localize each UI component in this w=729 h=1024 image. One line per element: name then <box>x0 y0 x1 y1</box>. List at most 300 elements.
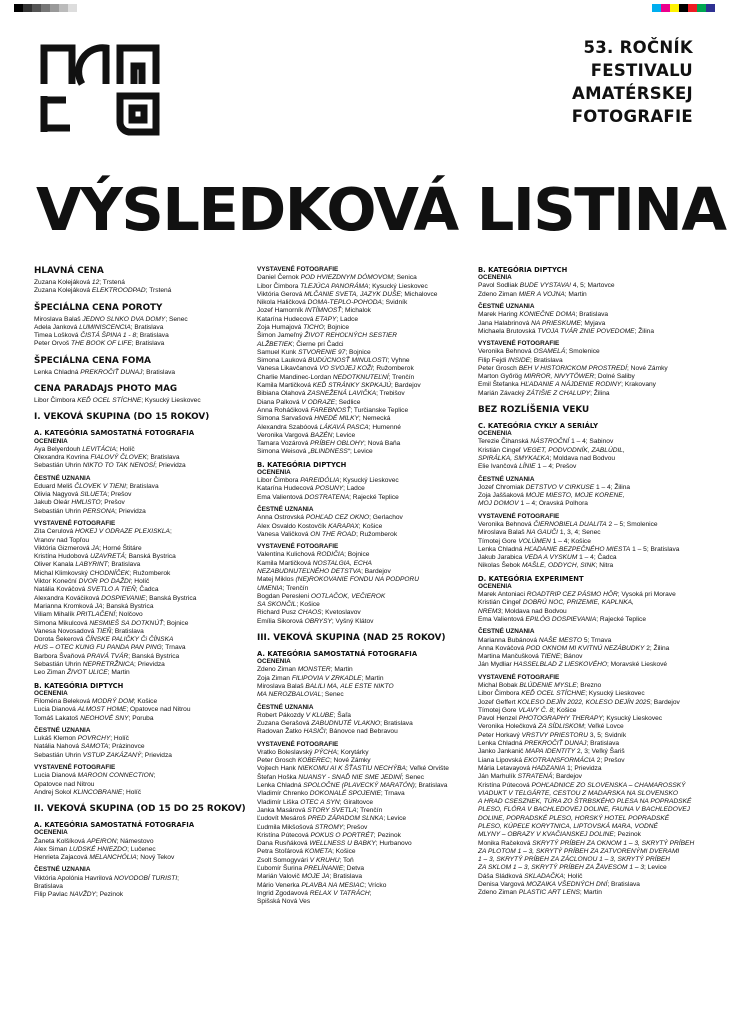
entry-work-title: KEĎ OCEL STÍCHNE <box>77 397 142 405</box>
result-entry <box>257 890 472 898</box>
entry-author: Richard Pusz <box>257 609 299 617</box>
entry-author: Olexandra Kovrina <box>34 454 91 462</box>
entry-place: ; Veľké Lovce <box>584 723 624 731</box>
entry-work-title: MOJE JA <box>301 873 330 881</box>
entry-work-title: UZAVRETÁ <box>90 553 125 561</box>
spacer <box>34 349 249 356</box>
entry-place: ; Ružomberok <box>356 530 398 538</box>
section-heading: ŠPECIÁLNA CENA POROTY <box>34 302 163 313</box>
result-entry <box>478 848 693 856</box>
entry-work-title: JEDNO SLNKO DVA DOMY <box>82 315 166 323</box>
entry-place: ; Bojnice <box>345 348 371 356</box>
entry-place: ; Námestovo <box>116 837 154 845</box>
entry-place: ; Rajecké Teplice <box>349 493 399 501</box>
entry-author: Alex Osvaldo Kostovčík <box>257 522 329 530</box>
entry-place: 5; Trnava <box>581 636 612 644</box>
entry-place: ; Giraltovce <box>339 798 374 806</box>
result-entry <box>34 772 249 780</box>
result-entry <box>34 491 249 499</box>
entry-author: Lenka Chladná <box>478 545 525 553</box>
entry-author: Marianna Kromková <box>34 602 95 610</box>
entry-author: Jozef Geffert <box>478 698 518 706</box>
entry-author: Zuzana Gerašová <box>257 720 312 728</box>
entry-work-title: KARAPAX <box>328 522 359 530</box>
entry-place: ; Nové Zámky <box>329 757 371 765</box>
entry-work-title: NEPRETRŽNICA <box>82 661 135 669</box>
entry-place: ; Horné Štitáre <box>99 544 142 552</box>
result-entry <box>478 732 693 740</box>
entry-place: ; Prešov <box>100 499 125 507</box>
award-subheading: OCENENIA <box>478 582 512 590</box>
entry-place: ; Prešov <box>107 491 132 499</box>
result-entry <box>257 316 472 324</box>
result-entry <box>478 599 693 607</box>
entry-place: 4, 5; Martovce <box>570 282 615 290</box>
spacer <box>34 296 249 303</box>
entry-work-title: ŽIVOT REHOĽNÝCH SESTIER <box>304 332 398 340</box>
entry-work-title: MOJ DOMOV <box>478 500 519 508</box>
entry-work-title: ZA SÍDLISKOM <box>538 723 585 731</box>
entry-place: 1; Prievidza <box>565 764 602 772</box>
entry-work-title: POHĽADNICE ZO SLOVENSKA – CHAMAROSSKÝ <box>531 781 686 789</box>
entry-place: 2; Prešov <box>594 756 625 764</box>
entry-work-title: VLAVY Č. 8 <box>518 706 554 714</box>
entry-author: Henrieta Zajacová <box>34 854 90 862</box>
entry-author: Ján Mydliar <box>478 661 514 669</box>
category-heading: C. KATEGÓRIA CYKLY A SERIÁLY <box>478 422 599 431</box>
result-entry <box>34 279 249 287</box>
entry-work-title: POSUNY <box>315 485 344 493</box>
entry-author: Ľudovít Mesároš <box>257 815 308 823</box>
entry-author: Zuzana Kolejáková <box>34 279 92 286</box>
entry-work-title: OSAMELÁ <box>533 348 566 356</box>
entry-author: Lenka Chladná <box>478 740 525 748</box>
entry-work-title: „BLINDNESS“ <box>308 448 350 456</box>
entry-work-title: DOSPIEVANIE <box>101 594 146 602</box>
result-entry <box>257 865 472 873</box>
entry-author: Adela Janková <box>34 323 80 331</box>
entry-author: Kristína Pútecová <box>478 781 532 789</box>
entry-work-title: LABYRINT <box>75 561 108 569</box>
result-entry <box>478 357 693 365</box>
entry-work-title: HNEDÉ MILKY <box>314 415 359 423</box>
entry-author: Sebastián Uhrin <box>34 462 83 470</box>
entry-author: Michaela Brutovská <box>478 327 538 335</box>
entry-author: Vanesa Novosadová <box>34 627 97 635</box>
entry-author: Tímotej Gore <box>478 537 519 545</box>
entry-place: ; Vysoká pri Morave <box>617 591 676 599</box>
entry-work-title: PHOTOGRAPHY THERAPY <box>518 715 603 723</box>
award-subheading: VYSTAVENÉ FOTOGRAFIE <box>257 543 339 551</box>
festival-line-2: FESTIVALU <box>590 61 693 80</box>
award-subheading: ČESTNÉ UZNANIA <box>34 474 91 482</box>
spacer <box>257 626 472 633</box>
entry-author: Monika Račeková <box>478 839 533 847</box>
entry-work-title: LÁKAVÁ PASCA <box>319 423 369 431</box>
result-entry <box>34 369 249 377</box>
entry-place: ; Prievidza <box>154 462 186 470</box>
entry-work-title: STORY SVETLA <box>307 806 357 814</box>
entry-author: Vojtech Hank <box>257 765 298 773</box>
entry-place: ; Košice <box>296 601 320 609</box>
entry-author: Dáša Sládková <box>478 872 525 880</box>
entry-author: Jozef Hamorník <box>257 307 306 315</box>
entry-work-title: VSTUP ZAKÁZANÝ <box>82 751 142 759</box>
entry-continuation: Vranov nad Topľou <box>34 536 90 544</box>
entry-author: Lukáš Klemon <box>34 735 78 743</box>
festival-line-1: 53. ROČNÍK <box>583 38 693 57</box>
result-entry <box>257 531 472 539</box>
entry-author: Janka Masárová <box>257 806 308 814</box>
entry-work-title: MAROON CONNECTION <box>77 772 154 780</box>
entry-author: Kamila Martičková <box>257 559 313 567</box>
entry-work-title: BALILI MA, ALE ESTE NIKTO <box>305 683 394 690</box>
result-entry <box>257 712 472 720</box>
result-entry <box>478 562 693 570</box>
award-subheading: ČESTNÉ UZNANIA <box>478 303 535 310</box>
entry-author: Veronika Holečková <box>478 723 539 731</box>
result-entry <box>34 620 249 628</box>
entry-author: Miroslava Balaš <box>34 315 83 323</box>
entry-place: ; Bratislava <box>530 356 563 364</box>
entry-place: ; Banská Bystrica <box>102 602 154 610</box>
entry-place: ; Levice <box>332 431 356 439</box>
entry-work-title: MIER A VOJNA <box>518 290 565 298</box>
result-entry <box>34 561 249 569</box>
award-subheading: OCENENIA <box>257 658 291 666</box>
award-subheading: OCENENIA <box>478 430 512 438</box>
entry-author: Libor Čimbora <box>34 397 78 405</box>
entry-work-title: NAVŽDY <box>69 891 96 899</box>
entry-work-title: NEOHOVÉ SNY <box>80 714 129 722</box>
entry-work-title: ČÍNSKE PALIČKY Či ČÍNSKA <box>85 636 174 644</box>
result-entry <box>257 440 472 448</box>
entry-place: ; <box>369 889 372 897</box>
award-subheading: OCENENIA <box>34 437 68 445</box>
entry-work-title: INSIDE <box>508 356 531 364</box>
category-heading: A. KATEGÓRIA SAMOSTATNÁ FOTOGRAFIA <box>257 650 418 658</box>
result-entry <box>257 774 472 782</box>
result-entry <box>34 462 249 470</box>
result-entry <box>478 757 693 765</box>
entry-work-title: NOVODOBÍ TURISTI <box>114 874 178 882</box>
result-entry <box>478 492 693 500</box>
entry-author: Vanesa Likavčanová <box>257 365 320 373</box>
result-entry <box>34 715 249 723</box>
award-subheading: VYSTAVENÉ FOTOGRAFIE <box>478 340 560 348</box>
entry-work-title: HĽADANIE BEZPEČNÉHO MIESTA <box>524 545 631 553</box>
entry-place: ; Martin <box>330 666 353 674</box>
result-entry <box>257 749 472 757</box>
result-entry <box>257 848 472 856</box>
entry-work-title: FIALOVÝ ČLOVEK <box>90 454 147 462</box>
result-entry <box>478 682 693 690</box>
entry-author: Terezie Čihanská <box>478 438 531 446</box>
entry-place: ; Prievidza <box>134 661 165 669</box>
entry-work-title: PLESO, KÚPEĽE KORYTNICA, LIPTOVSKÁ MARA, VODNÉ <box>478 822 658 830</box>
entry-author: Emília Sikorová <box>257 617 305 625</box>
festival-line-3: AMATÉRSKEJ <box>572 84 693 103</box>
entry-place: ; Myjava <box>580 319 606 327</box>
entry-place: ; Nitra <box>595 562 614 570</box>
entry-author: Oliver Kanala <box>34 561 76 569</box>
entry-place: ; Krakovany <box>621 381 656 389</box>
result-entry <box>478 328 693 336</box>
entry-work-title: NIKTO TO TAK NENOSÍ <box>82 462 155 470</box>
entry-author: Tamara Vozárová <box>257 440 311 448</box>
entry-place: ; Bardejov <box>361 567 391 575</box>
entry-work-title: ALŽBETIEK <box>257 340 293 348</box>
entry-place: ; Bratislava <box>130 323 164 331</box>
result-entry <box>478 484 693 492</box>
entry-place: ; Michalok <box>341 307 371 315</box>
entry-work-title: HUS – OTEC KUNG FU PANDA PAN PING <box>34 644 162 652</box>
result-entry <box>257 424 472 432</box>
result-entry <box>257 832 472 840</box>
entry-place: ; Bratislava <box>586 740 620 748</box>
entry-author: Alexandra Szabóová <box>257 423 320 431</box>
entry-author: Petra Stoľárová <box>257 848 305 856</box>
entry-place: ; Bratislava <box>329 873 363 881</box>
result-entry <box>34 545 249 553</box>
entry-place: 2; Žilina <box>644 644 670 652</box>
entry-work-title: PRED ZÁPADOM SLNKA <box>307 815 384 823</box>
entry-work-title: SVETLO A TIEŇ <box>87 586 136 594</box>
entry-work-title: NESMIEŠ SA DOTKNÚŤ <box>89 619 164 627</box>
result-entry <box>34 332 249 340</box>
entry-author: Veronika Behnová <box>478 520 534 528</box>
result-entry <box>478 447 693 455</box>
entry-author: Veronika Vargová <box>257 431 311 439</box>
entry-work-title: PREKROČIŤ DUNAJ <box>524 740 587 748</box>
entry-work-title: VRSTVY PRIESTORU <box>521 731 589 739</box>
entry-author: Samuel Kunk <box>257 348 299 356</box>
entry-author: Vladimír Chrenko <box>257 790 310 798</box>
result-entry <box>257 407 472 415</box>
entry-work-title: HOKEJ V ODRAZE PLEXISKLA <box>75 528 170 536</box>
entry-place: ; Holíč <box>122 788 142 796</box>
entry-work-title: POKUS O PORTRÉT <box>310 831 374 839</box>
result-entry <box>34 570 249 578</box>
section-heading: I. VEKOVÁ SKUPINA (DO 15 ROKOV) <box>34 412 210 423</box>
result-entry <box>478 782 693 790</box>
entry-author: Miroslava Balaš <box>257 683 306 690</box>
entry-author: Pavol Henzel <box>478 715 519 723</box>
entry-author: Katarína Hudecová <box>257 485 316 493</box>
entry-work-title: FILIPOVIA V ZRKADLE <box>291 674 362 682</box>
result-entry <box>478 881 693 889</box>
entry-work-title: ZÁTIŠIE Z CHALUPY <box>526 389 591 397</box>
entry-place: ; Šaľa <box>333 711 351 719</box>
entry-author: Natália Kováčová <box>34 586 88 594</box>
entry-work-title: OBRYSY <box>304 617 332 625</box>
result-entry <box>257 840 472 848</box>
entry-work-title: SKRYTÝ PRÍBEH ZA OKNOM 1 – 3, SKRYTÝ PRÍBEH <box>532 839 695 847</box>
entry-work-title: PREKROČIŤ DUNAJ <box>80 368 143 376</box>
entry-place: 1 – 4; Žilina <box>594 483 631 491</box>
entry-work-title: TIENE <box>540 653 561 661</box>
entry-place: ; Svidník <box>381 299 408 307</box>
entry-author: Marek Antoniaci <box>478 591 527 599</box>
result-entry <box>34 706 249 714</box>
entry-place: 1 – 5; Bratislava <box>630 545 680 553</box>
result-entry <box>34 789 249 797</box>
entry-author: Libor Čimbora <box>478 690 522 698</box>
entry-place: ; Michalovce <box>400 290 438 298</box>
result-entry <box>34 397 249 405</box>
entry-author: Denisa Vargová <box>478 881 527 889</box>
entry-author: Janko Jankanič <box>478 748 526 756</box>
entry-place: 1 – 4; Košice <box>550 537 591 545</box>
entry-work-title: INTÍMNOSŤ <box>305 307 342 315</box>
entry-author: Daniel Černok <box>257 274 301 282</box>
result-entry <box>257 576 472 584</box>
entry-place: ; Senica <box>392 274 417 282</box>
entry-place: ; Bánov <box>560 653 583 661</box>
entry-work-title: PRELÍNANIE <box>303 865 344 873</box>
entry-place: ; Bojnice <box>344 551 370 559</box>
entry-work-title: BLÚDENIE MYSLE <box>519 681 577 689</box>
entry-place: ; Ladce <box>336 315 359 323</box>
entry-place: ; Bratislava <box>142 368 176 376</box>
entry-work-title: APEIRON <box>86 837 117 845</box>
entry-place: ; Košice <box>133 698 158 706</box>
result-entry <box>257 341 472 349</box>
entry-author: Vratko Boleslavský <box>257 748 315 756</box>
result-entry <box>34 891 249 899</box>
entry-author: Nikola Haličková <box>257 299 308 307</box>
entry-work-title: MAŠLE, ODDYCH, SINK <box>521 562 596 570</box>
print-color-bar-left <box>14 4 77 12</box>
entry-author: Zuzana Kolejáková <box>34 287 92 295</box>
entry-work-title: EPILÓG DOSPIEVANIA <box>525 616 597 624</box>
entry-author: Matej Miklos <box>257 576 296 584</box>
entry-place: 1 – 4; Čadca <box>577 554 617 562</box>
entry-work-title: LUMINISCENCIA <box>79 323 131 331</box>
result-entry <box>478 365 693 373</box>
entry-author: Mário Venerka <box>257 881 302 889</box>
result-entry <box>478 320 693 328</box>
festival-edition <box>572 36 693 128</box>
entry-work-title: DOKONALÉ SPOJENIE <box>309 790 381 798</box>
entry-place: ; Bardejov <box>552 773 582 781</box>
entry-author: Ľudmila Mikšošová <box>257 823 315 831</box>
entry-author: Olivia Nagyová <box>34 491 81 499</box>
result-entry <box>34 752 249 760</box>
entry-place: ; Bratislava <box>107 561 141 569</box>
result-entry <box>257 283 472 291</box>
entry-place: ; Trenčín <box>388 373 415 381</box>
result-entry <box>257 332 472 340</box>
entry-author: Simona Sarvašová <box>257 415 315 423</box>
entry-work-title: BUDÚCNOSŤ MINULOSTI <box>307 357 388 365</box>
entry-author: Peter Horkavý <box>478 731 522 739</box>
entry-work-title: MIRROR, NIVYTÖWER <box>523 373 595 381</box>
entry-author: Ján Marhulík <box>478 773 518 781</box>
result-entry <box>478 707 693 715</box>
result-entry <box>34 838 249 846</box>
entry-work-title: RODIČIA <box>316 551 345 559</box>
award-subheading: ČESTNÉ UZNANIA <box>478 475 535 483</box>
entry-work-title: WELLNESS U BABKY <box>309 840 376 848</box>
entry-place: ; Banská Bystrica <box>145 594 197 602</box>
result-entry <box>257 675 472 683</box>
entry-place: ; Bratislava <box>111 627 144 635</box>
entry-place: ; Opatovce nad Nitrou <box>126 706 191 714</box>
entry-work-title: ČIERNOBIELA DUALITA <box>533 520 607 528</box>
entry-author: Šimon Jameľný <box>257 332 305 340</box>
entry-author: Aya Belyerdouh <box>34 445 83 453</box>
entry-place: ; Ladce <box>343 485 365 493</box>
result-entry <box>257 728 472 736</box>
award-subheading: VYSTAVENÉ FOTOGRAFIE <box>34 764 116 771</box>
entry-work-title: TICHO <box>303 323 324 331</box>
entry-work-title: A HRAD CSESZNEK, TÚRA ZO ŠTRBSKÉHO PLESA NA POPRADSKÉ <box>478 798 692 806</box>
result-entry <box>257 601 472 609</box>
award-subheading: ČESTNÉ UZNANIA <box>478 628 535 636</box>
entry-place: ; Pezinok <box>95 891 124 899</box>
entry-work-title: SPIRÁLKA, SMYKAĽKA <box>478 455 550 463</box>
entry-place: ; Košice <box>332 848 356 856</box>
result-entry <box>478 873 693 881</box>
entry-author: Zdeno Ziman <box>257 666 298 674</box>
entry-author: Katarína Hudecová <box>257 315 316 323</box>
entry-work-title: PRAVÁ TVÁR <box>86 652 129 660</box>
entry-author: Barbora Švaňová <box>34 652 87 660</box>
result-entry <box>257 485 472 493</box>
entry-place: ; Trebišov <box>376 390 405 398</box>
entry-author: Emil Štefanka <box>478 381 521 389</box>
result-entry <box>257 765 472 773</box>
entry-place: ; Veľké Orvište <box>405 765 449 773</box>
entry-work-title: PRITLAČENÍ <box>76 611 116 619</box>
entry-work-title: OOTLAČOK, VEČIEROK <box>310 592 386 600</box>
entry-work-title: LÍNIE <box>519 463 536 471</box>
entry-place: 2, 3; Veľký Šariš <box>575 748 625 756</box>
entry-place: ; Trenčín <box>282 584 309 592</box>
entry-author: Zdeno Ziman <box>478 290 519 298</box>
entry-place: ; Košice <box>553 706 577 714</box>
result-entry <box>478 538 693 546</box>
entry-place: ; Vrícko <box>364 881 387 889</box>
entry-place: ; Moldava nad Bodvou <box>501 607 567 615</box>
entry-place: ; Banská Bystrica <box>128 652 180 660</box>
entry-work-title: MOJE MIESTO, MOJE KORENE, <box>525 492 625 500</box>
section-heading: CENA PARADAJS PHOTO MAG <box>34 384 178 395</box>
entry-work-title: LUDSKÉ HNIEZDO <box>69 845 128 853</box>
entry-work-title: HMLISTO <box>71 499 101 507</box>
entry-work-title: KOLESO DEJÍN 2022, KOLESO DEJÍN 2025 <box>517 698 651 706</box>
entry-work-title: HĽADANIE A NÁJDENIE RODINY <box>520 381 622 389</box>
entry-place: ; Turčianske Teplice <box>350 406 409 414</box>
entry-place: ; Prievidza <box>115 507 146 515</box>
result-entry <box>34 595 249 603</box>
result-entry <box>34 735 249 743</box>
entry-place: ; <box>169 528 172 536</box>
entry-place: 3, 5; Svidník <box>588 731 627 739</box>
entry-author: Libor Čimbora <box>257 477 301 485</box>
entry-author: Michal Klimkovský <box>34 569 90 577</box>
entry-work-title: FAREBNOSŤ <box>310 406 351 414</box>
entry-place: ; Pezinok <box>373 831 401 839</box>
entry-place: 1 – 4; Prešov <box>535 463 577 471</box>
category-heading: A. KATEGÓRIA SAMOSTATNÁ FOTOGRAFIA <box>34 821 195 830</box>
entry-author: Dana Rusňáková <box>257 840 310 848</box>
entry-work-title: ČLOVEK V TIENI <box>74 482 126 490</box>
entry-place: ; Bratislava <box>414 782 448 790</box>
entry-work-title: BEH V HISTORICKOM PROSTREDÍ <box>518 364 628 372</box>
result-entry <box>478 500 693 508</box>
